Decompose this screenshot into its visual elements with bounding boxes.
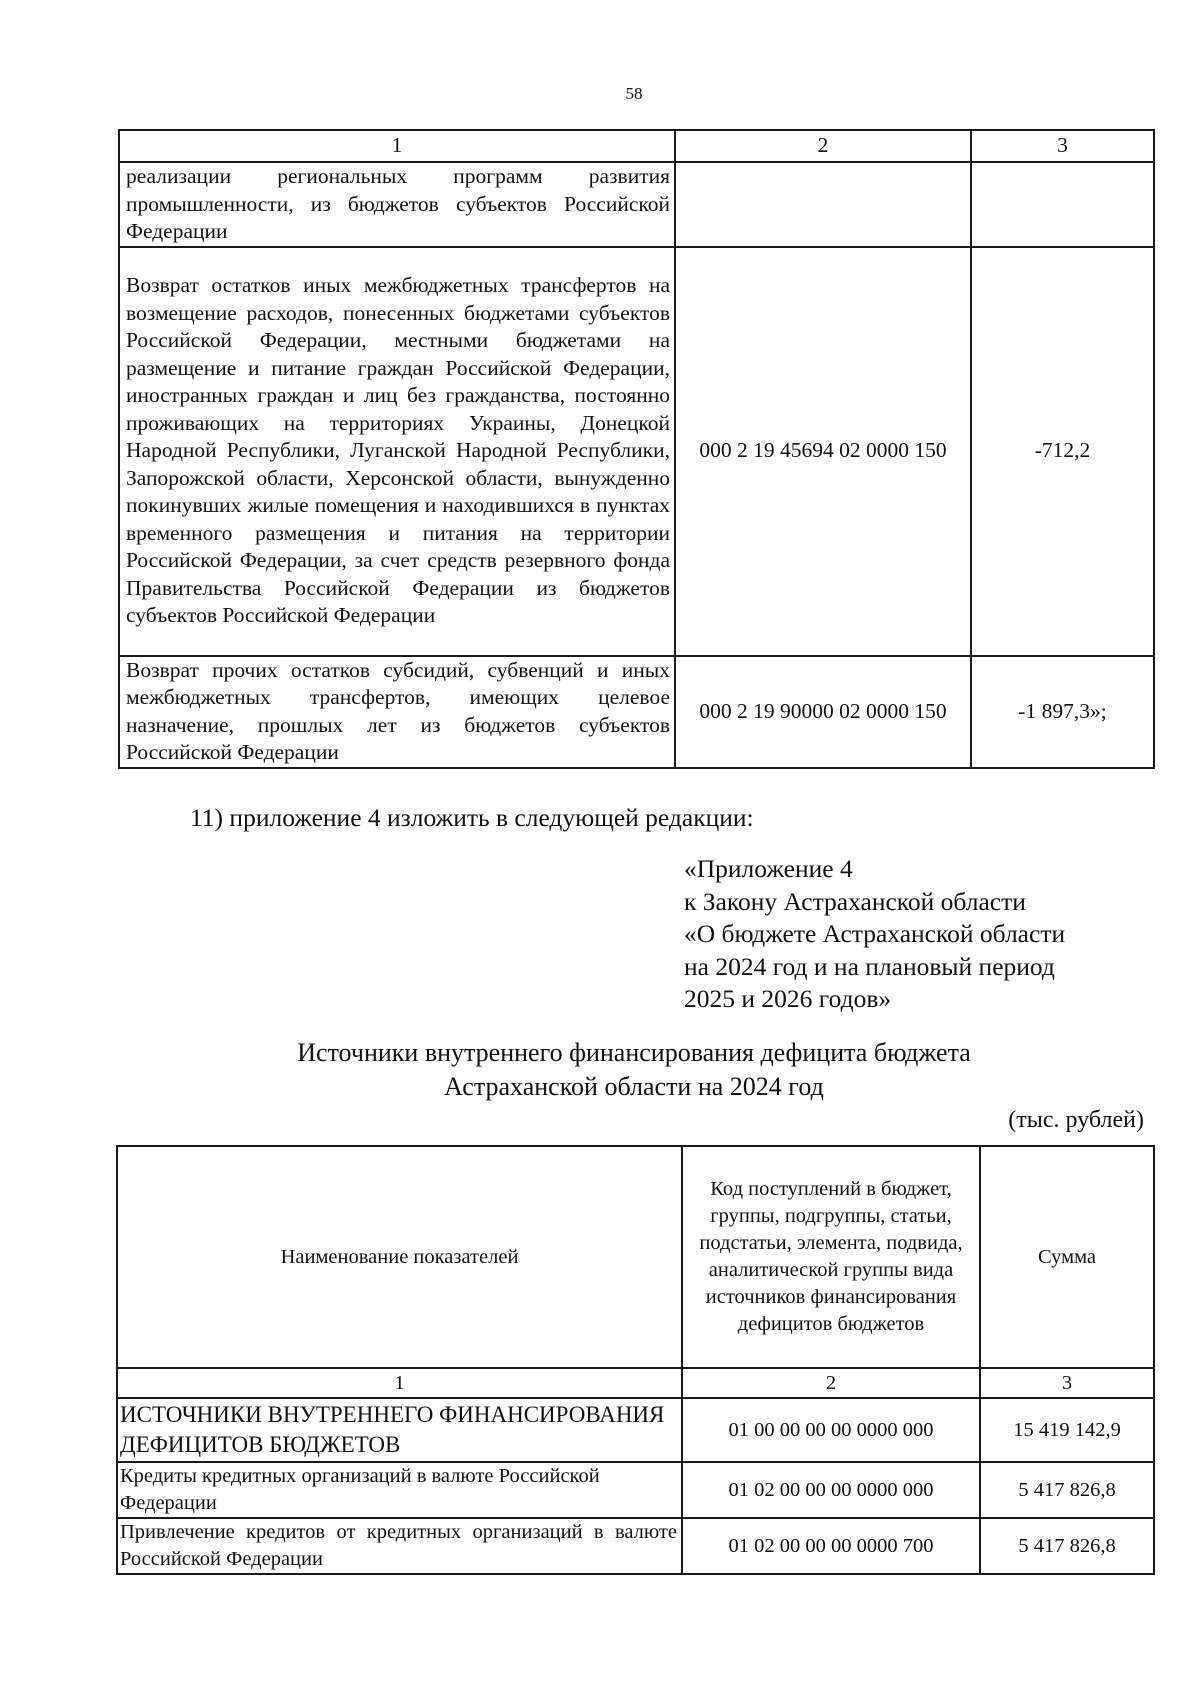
column-numbers-row	[117, 1368, 1154, 1398]
header-sum: Сумма	[980, 1146, 1154, 1368]
row-code: 000 2 19 90000 02 0000 150	[675, 656, 971, 768]
row-code: 01 02 00 00 00 0000 000	[682, 1462, 980, 1518]
appendix-line: «О бюджете Астраханской области	[684, 919, 1066, 948]
row-name: Возврат прочих остатков субсидий, субвенций и иных межбюджетных трансфертов, имеющих целевое назначение, прошлых лет из бюджетов субъектов Российской Федерации	[119, 656, 675, 768]
table-header-row	[117, 1146, 1154, 1368]
row-name: Кредиты кредитных организаций в валюте Российской Федерации	[117, 1462, 682, 1518]
row-name: Возврат остатков иных межбюджетных трансфертов на возмещение расходов, понесенных бюджетами субъектов Российской Федерации, местными бюджетами на размещение и питание граждан Российской Федерации, иностранных граждан и лиц без гражданства, постоянно проживающих на территориях Украины, Донецкой Народной Республики, Луганской Народной Республики, Запорожской области, Херсонской области, вынужденно покинувших жилые помещения и находившихся в пунктах временного размещения и питания на территории Российской Федерации, за счет средств резервного фонда Правительства Российской Федерации из бюджетов субъектов Российской Федерации	[119, 247, 675, 656]
row-sum: -712,2	[971, 247, 1154, 656]
row-sum: -1 897,3»;	[971, 656, 1154, 768]
column-number-1: 1	[119, 130, 675, 162]
row-sum	[971, 162, 1154, 247]
row-name: Привлечение кредитов от кредитных организаций в валюте Российской Федерации	[117, 1518, 682, 1574]
page-number: 58	[625, 84, 643, 103]
column-number-3: 3	[971, 130, 1154, 162]
column-number-2: 2	[682, 1368, 980, 1398]
row-code: 01 00 00 00 00 0000 000	[682, 1398, 980, 1462]
appendix-line: 2025 и 2026 годов»	[684, 984, 892, 1013]
title-line: Источники внутреннего финансирования дефицита бюджета	[297, 1038, 971, 1067]
row-sum: 15 419 142,9	[980, 1398, 1154, 1462]
appendix-line: на 2024 год и на плановый период	[684, 951, 1055, 981]
column-number-2: 2	[675, 130, 971, 162]
document-title	[0, 1036, 1200, 1104]
amendment-item-11: 11) приложение 4 изложить в следующей редакции:	[190, 803, 754, 832]
row-sum: 5 417 826,8	[980, 1518, 1154, 1574]
row-code: 000 2 19 45694 02 0000 150	[675, 247, 971, 656]
row-name: ИСТОЧНИКИ ВНУТРЕННЕГО ФИНАНСИРОВАНИЯ ДЕФИЦИТОВ БЮДЖЕТОВ	[117, 1398, 682, 1462]
revenue-returns-table	[118, 129, 1155, 769]
table-row	[119, 162, 1154, 247]
units-label: (тыс. рублей)	[1008, 1107, 1144, 1133]
appendix-line: к Закону Астраханской области	[684, 886, 1026, 916]
column-number-3: 3	[980, 1368, 1154, 1398]
title-line: Астраханской области на 2024 год	[444, 1072, 824, 1101]
table-row	[117, 1462, 1154, 1518]
row-code: 01 02 00 00 00 0000 700	[682, 1518, 980, 1574]
header-name: Наименование показателей	[117, 1146, 682, 1368]
column-number-1: 1	[117, 1368, 682, 1398]
financing-sources-table	[116, 1145, 1155, 1575]
row-name: реализации региональных программ развития промышленности, из бюджетов субъектов Российской Федерации	[119, 162, 675, 247]
table-header-row	[119, 130, 1154, 162]
appendix-line: «Приложение 4	[684, 854, 853, 883]
row-sum: 5 417 826,8	[980, 1462, 1154, 1518]
table-row	[117, 1398, 1154, 1462]
appendix-heading	[684, 853, 1065, 1016]
table-row	[117, 1518, 1154, 1574]
table-row	[119, 247, 1154, 656]
table-row	[119, 656, 1154, 768]
row-code	[675, 162, 971, 247]
header-code: Код поступлений в бюджет, группы, подгруппы, статьи, подстатьи, элемента, подвида, аналитической группы вида источников финансирования дефицитов бюджетов	[682, 1146, 980, 1368]
